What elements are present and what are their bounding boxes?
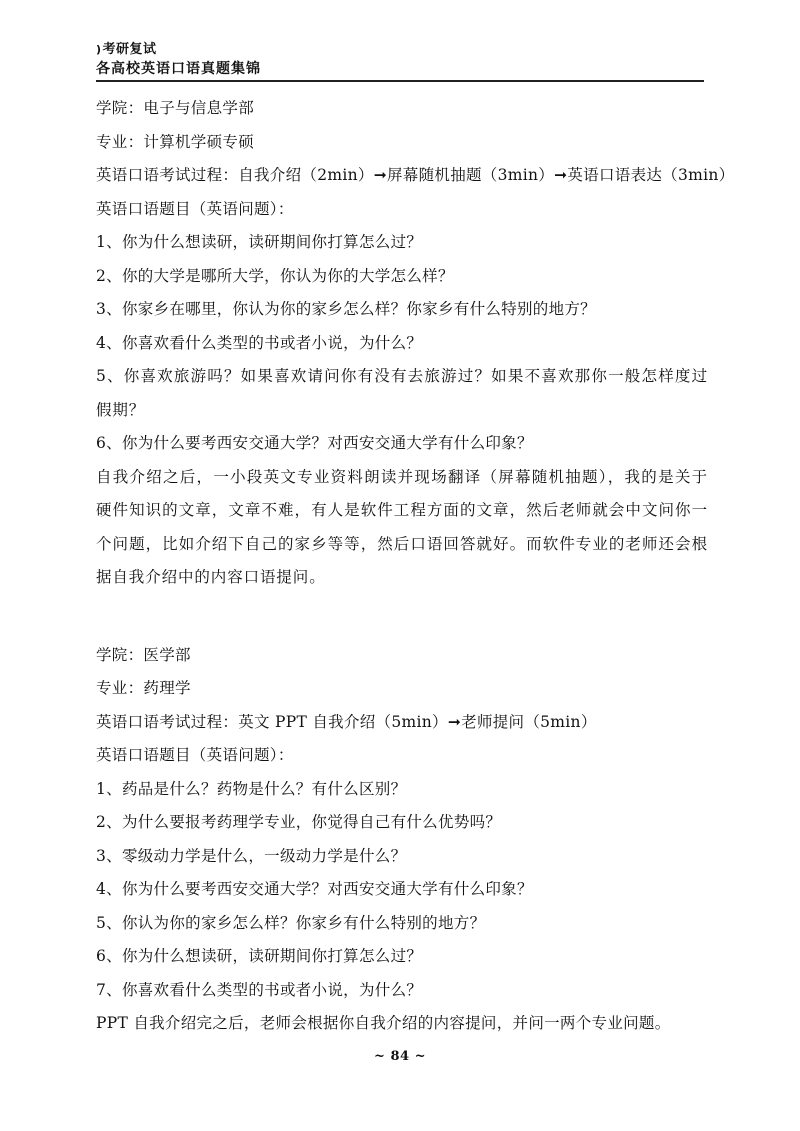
question-item: 4、你喜欢看什么类型的书或者小说，为什么？ <box>96 333 423 352</box>
exam-process: 英语口语考试过程：自我介绍（2min）➞屏幕随机抽题（3min）➞英语口语表达（3min） <box>96 166 735 184</box>
question-list <box>96 773 708 1008</box>
exam-process: 英语口语考试过程：英文 PPT 自我介绍（5min）➞老师提问（5min） <box>96 712 597 731</box>
question-item: 2、你的大学是哪所大学，你认为你的大学怎么样？ <box>96 266 454 285</box>
question-item: 2、为什么要报考药理学专业，你觉得自己有什么优势吗？ <box>96 813 502 831</box>
question-list <box>96 226 708 461</box>
questions-title: 英语口语题目（英语问题）： <box>96 746 294 764</box>
header-book-title: 各高校英语口语真题集锦 <box>96 61 261 77</box>
major-label: 专业：药理学 <box>96 679 191 697</box>
question-item: 5、你认为你的家乡怎么样？你家乡有什么特别的地方？ <box>96 913 486 932</box>
question-item: 3、零级动力学是什么，一级动力学是什么？ <box>96 846 407 865</box>
page-header <box>96 42 704 82</box>
question-item: 1、你为什么想读研，读研期间你打算怎么过？ <box>96 233 423 251</box>
section-note: PPT 自我介绍完之后，老师会根据你自我介绍的内容提问，并问一两个专业问题。 <box>96 1014 671 1032</box>
header-divider <box>96 80 704 82</box>
college-label: 学院：医学部 <box>96 645 191 664</box>
page-number: ~ 84 ~ <box>374 1049 426 1064</box>
questions-title: 英语口语题目（英语问题）： <box>96 199 294 218</box>
section-spacer <box>96 595 708 639</box>
section-note: 自我介绍之后，一小段英文专业资料朗读并现场翻译（屏幕随机抽题），我的是关于硬件知识的文章，文章不难，有人是软件工程方面的文章，然后老师就会中文问你一个问题，比如介绍下自己的家乡等等，然后口语回答就好。而软件专业的老师还会根据自我介绍中的内容口语提问。 <box>96 467 708 586</box>
question-item: 6、你为什么想读研，读研期间你打算怎么过？ <box>96 947 423 965</box>
header-series-title <box>96 42 704 58</box>
college-label: 学院：电子与信息学部 <box>96 99 255 117</box>
question-item: 3、你家乡在哪里，你认为你的家乡怎么样？你家乡有什么特别的地方？ <box>96 300 596 318</box>
major-label: 专业：计算机学硕专硕 <box>96 132 255 151</box>
question-item: 6、你为什么要考西安交通大学？对西安交通大学有什么印象？ <box>96 434 533 452</box>
question-item: 5、你喜欢旅游吗？如果喜欢请问你有没有去旅游过？如果不喜欢那你一般怎样度过假期？ <box>96 367 708 419</box>
question-item: 7、你喜欢看什么类型的书或者小说，为什么？ <box>96 980 423 999</box>
question-item: 4、你为什么要考西安交通大学？对西安交通大学有什么印象？ <box>96 880 533 898</box>
header-series-text: 考研复试 <box>102 42 157 57</box>
section-medicine <box>96 639 708 1041</box>
page-content <box>96 92 735 1041</box>
question-item: 1、药品是什么？药物是什么？有什么区别？ <box>96 779 407 798</box>
header-mark: ) <box>96 43 102 56</box>
section-electronics <box>96 92 735 595</box>
